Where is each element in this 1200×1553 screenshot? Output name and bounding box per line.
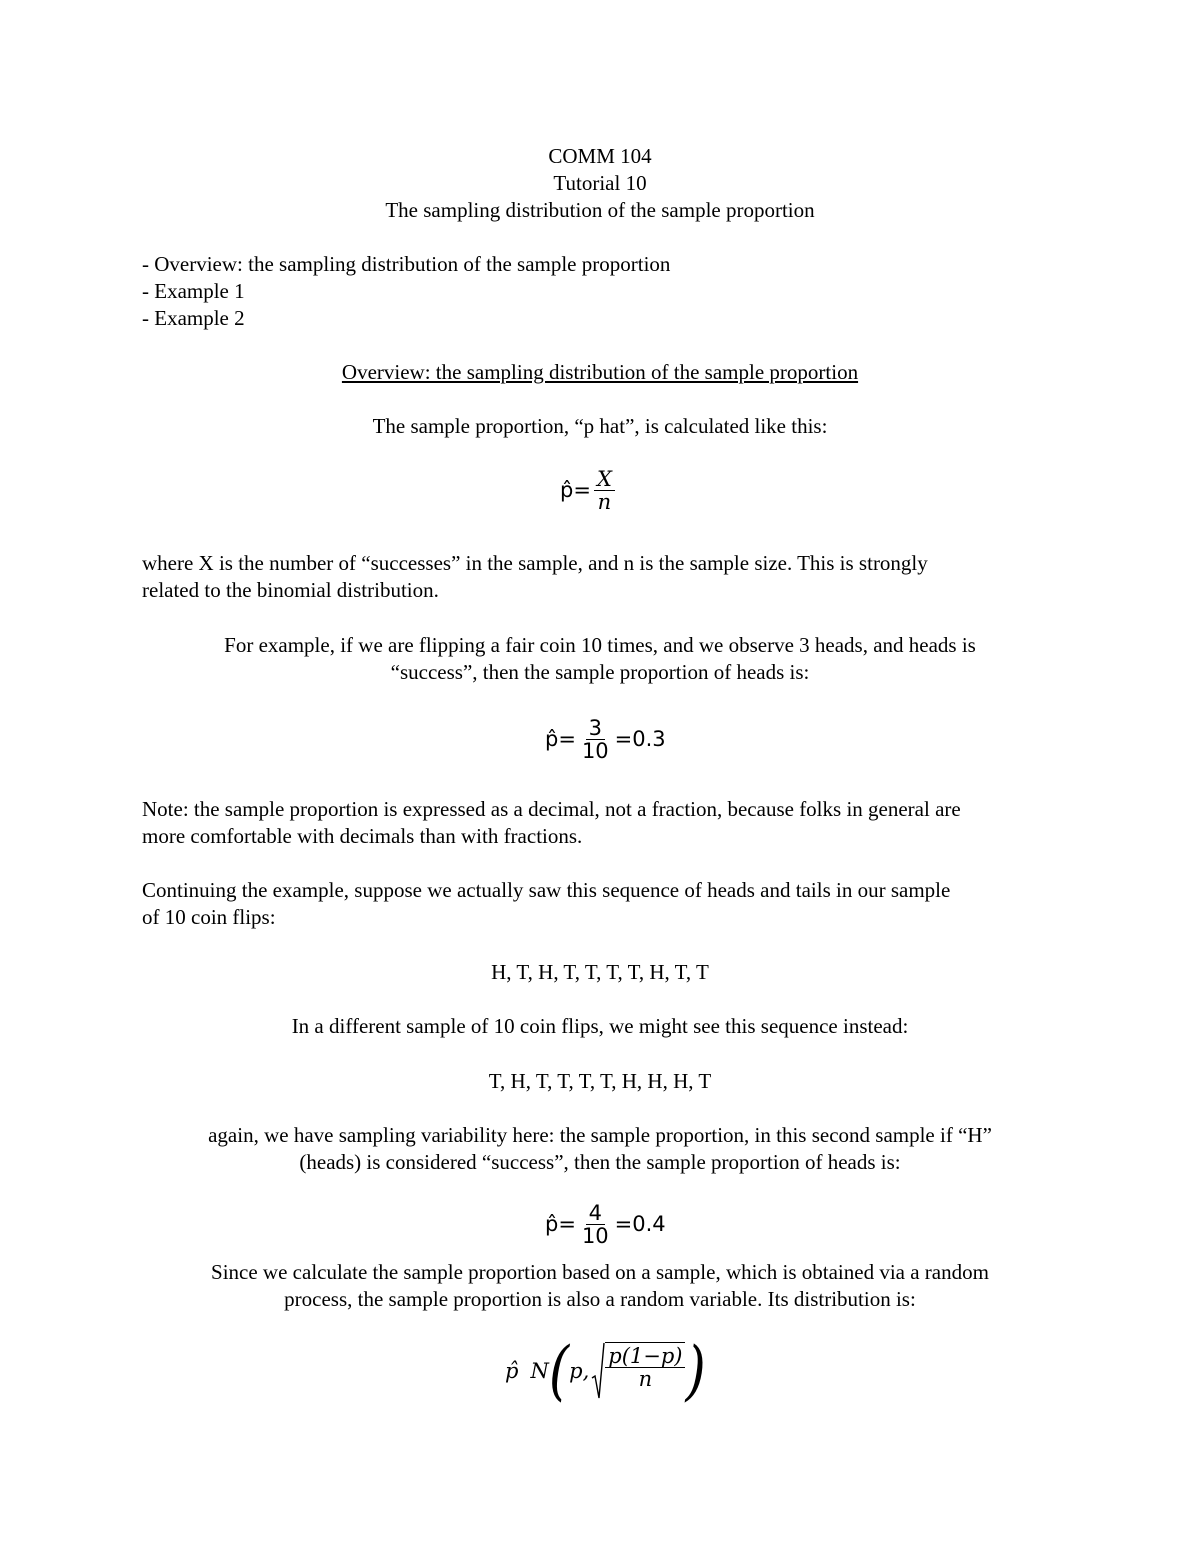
coin-sequence: H, T, H, T, T, T, T, H, T, T — [491, 960, 709, 984]
tutorial-number: Tutorial 10 — [553, 171, 647, 195]
outline-item: - Example 1 — [142, 279, 245, 303]
course-code: COMM 104 — [548, 144, 652, 168]
paragraph-line: For example, if we are flipping a fair coin 10 times, and we observe 3 heads, and heads is — [224, 633, 976, 657]
outline-item: - Overview: the sampling distribution of the sample proportion — [142, 252, 671, 276]
numerator: 4 — [586, 1202, 605, 1225]
radical-sign — [591, 1342, 605, 1400]
formula-result: =0.3 — [614, 727, 666, 751]
formula-p-hat-definition — [560, 468, 618, 513]
formula-lhs: p̂= — [560, 478, 591, 502]
fraction — [579, 717, 612, 762]
square-root — [591, 1342, 685, 1400]
document-title: The sampling distribution of the sample proportion — [385, 198, 815, 222]
left-paren: ( — [548, 1333, 570, 1409]
formula-sampling-distribution — [505, 1333, 706, 1409]
formula-lhs: p̂= — [545, 1212, 576, 1236]
paragraph-line: related to the binomial distribution. — [142, 578, 439, 602]
coin-sequence: T, H, T, T, T, T, H, H, H, T — [488, 1069, 712, 1093]
formula-example-1 — [545, 717, 666, 762]
formula-result: =0.4 — [614, 1212, 666, 1236]
denominator: 10 — [581, 1224, 609, 1248]
paragraph-line: of 10 coin flips: — [142, 905, 276, 929]
paragraph-line: process, the sample proportion is also a random variable. Its distribution is: — [284, 1287, 916, 1311]
paragraph-line: again, we have sampling variability here: the sample proportion, in this second sample if “H” — [208, 1123, 992, 1147]
outline-item: - Example 2 — [142, 306, 245, 330]
numerator: p(1−p) — [605, 1345, 685, 1368]
fraction — [579, 1202, 612, 1247]
fraction — [594, 468, 615, 513]
numerator: 3 — [586, 717, 605, 740]
paragraph-line: In a different sample of 10 coin flips, we might see this sequence instead: — [291, 1014, 909, 1038]
intro-text: The sample proportion, “p hat”, is calculated like this: — [372, 414, 828, 438]
paragraph-line: more comfortable with decimals than with fractions. — [142, 824, 583, 848]
mean-parameter: p, — [569, 1358, 590, 1383]
normal-symbol: N — [530, 1358, 549, 1383]
paragraph-line: (heads) is considered “success”, then the sample proportion of heads is: — [299, 1150, 901, 1174]
paragraph-line: Since we calculate the sample proportion based on a sample, which is obtained via a random — [211, 1260, 989, 1284]
denominator: n — [597, 490, 612, 514]
paragraph-line: Note: the sample proportion is expressed as a decimal, not a fraction, because folks in general are — [142, 797, 961, 821]
section-heading: Overview: the sampling distribution of the sample proportion — [341, 360, 859, 384]
paragraph-line: “success”, then the sample proportion of heads is: — [390, 660, 810, 684]
fraction — [605, 1342, 685, 1400]
formula-lhs: p̂= — [545, 727, 576, 751]
p-hat-symbol: p̂ — [505, 1358, 519, 1383]
right-paren: ) — [685, 1333, 706, 1409]
denominator: n — [638, 1367, 653, 1391]
paragraph-line: Continuing the example, suppose we actually saw this sequence of heads and tails in our sample — [142, 878, 951, 902]
denominator: 10 — [581, 739, 609, 763]
numerator: X — [594, 468, 615, 491]
paragraph-line: where X is the number of “successes” in the sample, and n is the sample size. This is strongly — [142, 551, 928, 575]
formula-example-2 — [545, 1202, 666, 1247]
